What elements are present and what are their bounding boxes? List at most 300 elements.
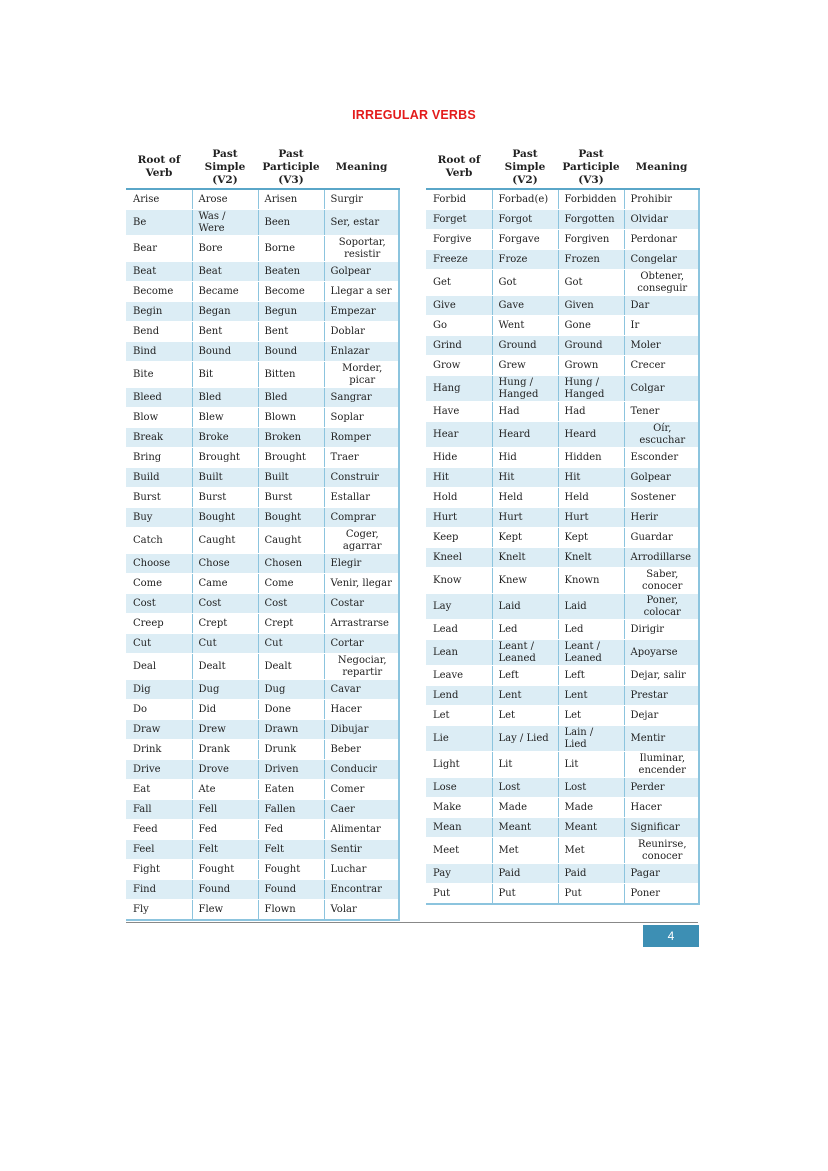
past-participle-cell: Brought (258, 448, 324, 468)
table-row (126, 680, 399, 700)
table-row (426, 594, 699, 620)
past-participle-cell: Hung / Hanged (558, 376, 624, 402)
table-row (126, 554, 399, 574)
verb-root-cell: Hurt (426, 508, 492, 528)
meaning-cell: Romper (324, 428, 399, 448)
meaning-cell: Golpear (624, 468, 699, 488)
verb-root-cell: Dig (126, 680, 192, 700)
table-row (126, 282, 399, 302)
meaning-cell: Costar (324, 594, 399, 614)
verb-root-cell: Bring (126, 448, 192, 468)
meaning-cell: Soportar, resistir (324, 236, 399, 262)
table-row (126, 740, 399, 760)
past-simple-cell: Cost (192, 594, 258, 614)
past-simple-cell: Let (492, 706, 558, 726)
meaning-cell: Herir (624, 508, 699, 528)
past-participle-cell: Dealt (258, 654, 324, 680)
meaning-cell: Prestar (624, 686, 699, 706)
table-row (426, 230, 699, 250)
past-simple-cell: Dealt (192, 654, 258, 680)
past-simple-cell: Fed (192, 820, 258, 840)
past-participle-cell: Chosen (258, 554, 324, 574)
verb-root-cell: Bind (126, 342, 192, 362)
verb-root-cell: Give (426, 296, 492, 316)
meaning-cell: Elegir (324, 554, 399, 574)
table-row (126, 488, 399, 508)
meaning-cell: Volar (324, 900, 399, 921)
meaning-cell: Traer (324, 448, 399, 468)
table-row (126, 880, 399, 900)
verb-root-cell: Have (426, 402, 492, 422)
table-row (426, 376, 699, 402)
table-row (126, 448, 399, 468)
table-row (426, 448, 699, 468)
past-simple-cell: Got (492, 270, 558, 296)
meaning-cell: Olvidar (624, 210, 699, 230)
verb-root-cell: Become (126, 282, 192, 302)
meaning-cell: Cortar (324, 634, 399, 654)
past-simple-cell: Led (492, 620, 558, 640)
meaning-cell: Alimentar (324, 820, 399, 840)
past-simple-cell: Paid (492, 864, 558, 884)
meaning-cell: Congelar (624, 250, 699, 270)
table-row (126, 634, 399, 654)
meaning-cell: Perdonar (624, 230, 699, 250)
meaning-cell: Hacer (324, 700, 399, 720)
verb-root-cell: Lie (426, 726, 492, 752)
meaning-cell: Dar (624, 296, 699, 316)
table-row (426, 336, 699, 356)
table-row (426, 488, 699, 508)
verb-root-cell: Hang (426, 376, 492, 402)
table-row (426, 548, 699, 568)
verb-root-cell: Light (426, 752, 492, 778)
past-participle-cell: Bound (258, 342, 324, 362)
table-header-row (426, 146, 699, 189)
past-simple-cell: Was / Were (192, 210, 258, 236)
meaning-cell: Luchar (324, 860, 399, 880)
past-participle-cell: Forbidden (558, 189, 624, 210)
past-simple-cell: Built (192, 468, 258, 488)
verb-root-cell: Break (126, 428, 192, 448)
past-simple-cell: Forgave (492, 230, 558, 250)
table-row (126, 654, 399, 680)
verb-root-cell: Make (426, 798, 492, 818)
past-simple-cell: Dug (192, 680, 258, 700)
past-participle-cell: Dug (258, 680, 324, 700)
table-row (426, 316, 699, 336)
past-participle-cell: Built (258, 468, 324, 488)
verb-root-cell: Grind (426, 336, 492, 356)
meaning-cell: Colgar (624, 376, 699, 402)
past-simple-cell: Caught (192, 528, 258, 554)
past-participle-cell: Hit (558, 468, 624, 488)
table-row (126, 594, 399, 614)
page-number: 4 (643, 925, 699, 947)
past-simple-cell: Brought (192, 448, 258, 468)
past-participle-cell: Put (558, 884, 624, 905)
past-simple-cell: Grew (492, 356, 558, 376)
table-row (126, 189, 399, 210)
table-row (126, 428, 399, 448)
past-participle-cell: Come (258, 574, 324, 594)
meaning-cell: Caer (324, 800, 399, 820)
verb-root-cell: Kneel (426, 548, 492, 568)
table-row (426, 568, 699, 594)
past-participle-cell: Lent (558, 686, 624, 706)
meaning-cell: Conducir (324, 760, 399, 780)
verb-root-cell: Do (126, 700, 192, 720)
verb-root-cell: Drink (126, 740, 192, 760)
past-participle-cell: Arisen (258, 189, 324, 210)
past-participle-cell: Borne (258, 236, 324, 262)
header-past-simple: Past Simple (V2) (192, 146, 258, 189)
past-simple-cell: Left (492, 666, 558, 686)
past-simple-cell: Ate (192, 780, 258, 800)
meaning-cell: Surgir (324, 189, 399, 210)
meaning-cell: Arrastrarse (324, 614, 399, 634)
meaning-cell: Arrodillarse (624, 548, 699, 568)
verb-root-cell: Pay (426, 864, 492, 884)
meaning-cell: Cavar (324, 680, 399, 700)
past-simple-cell: Bled (192, 388, 258, 408)
table-row (426, 296, 699, 316)
past-simple-cell: Bought (192, 508, 258, 528)
meaning-cell: Negociar, repartir (324, 654, 399, 680)
verb-root-cell: Catch (126, 528, 192, 554)
verb-root-cell: Freeze (426, 250, 492, 270)
past-simple-cell: Kept (492, 528, 558, 548)
header-root-of-verb: Root of Verb (426, 146, 492, 189)
table-row (126, 508, 399, 528)
table-row (126, 900, 399, 921)
past-simple-cell: Ground (492, 336, 558, 356)
header-past-participle: Past Participle (V3) (558, 146, 624, 189)
past-participle-cell: Fed (258, 820, 324, 840)
table-row (126, 574, 399, 594)
past-participle-cell: Fought (258, 860, 324, 880)
table-row (426, 528, 699, 548)
meaning-cell: Pagar (624, 864, 699, 884)
verb-root-cell: Bite (126, 362, 192, 388)
past-simple-cell: Hit (492, 468, 558, 488)
meaning-cell: Doblar (324, 322, 399, 342)
past-simple-cell: Hung / Hanged (492, 376, 558, 402)
past-participle-cell: Begun (258, 302, 324, 322)
table-row (126, 362, 399, 388)
past-participle-cell: Known (558, 568, 624, 594)
past-participle-cell: Cost (258, 594, 324, 614)
meaning-cell: Dejar (624, 706, 699, 726)
past-simple-cell: Blew (192, 408, 258, 428)
past-participle-cell: Eaten (258, 780, 324, 800)
verb-root-cell: Lean (426, 640, 492, 666)
past-participle-cell: Ground (558, 336, 624, 356)
table-header-row (126, 146, 399, 189)
header-meaning: Meaning (324, 146, 399, 189)
table-row (426, 508, 699, 528)
meaning-cell: Dibujar (324, 720, 399, 740)
past-simple-cell: Beat (192, 262, 258, 282)
verb-root-cell: Deal (126, 654, 192, 680)
past-simple-cell: Fought (192, 860, 258, 880)
verb-root-cell: Draw (126, 720, 192, 740)
verb-root-cell: Fight (126, 860, 192, 880)
past-participle-cell: Driven (258, 760, 324, 780)
table-row (126, 860, 399, 880)
verb-root-cell: Keep (426, 528, 492, 548)
past-participle-cell: Lit (558, 752, 624, 778)
table-row (426, 422, 699, 448)
table-row (126, 780, 399, 800)
header-past-participle: Past Participle (V3) (258, 146, 324, 189)
verb-root-cell: Bend (126, 322, 192, 342)
meaning-cell: Coger, agarrar (324, 528, 399, 554)
verb-root-cell: Leave (426, 666, 492, 686)
meaning-cell: Dirigir (624, 620, 699, 640)
table-row (426, 778, 699, 798)
past-simple-cell: Went (492, 316, 558, 336)
verb-root-cell: Cost (126, 594, 192, 614)
past-participle-cell: Blown (258, 408, 324, 428)
meaning-cell: Llegar a ser (324, 282, 399, 302)
past-simple-cell: Forgot (492, 210, 558, 230)
past-simple-cell: Laid (492, 594, 558, 620)
verb-root-cell: Forgive (426, 230, 492, 250)
table-row (426, 620, 699, 640)
table-row (426, 356, 699, 376)
verb-root-cell: Go (426, 316, 492, 336)
past-simple-cell: Found (192, 880, 258, 900)
past-participle-cell: Made (558, 798, 624, 818)
meaning-cell: Construir (324, 468, 399, 488)
past-participle-cell: Drawn (258, 720, 324, 740)
past-participle-cell: Kept (558, 528, 624, 548)
past-participle-cell: Had (558, 402, 624, 422)
past-participle-cell: Grown (558, 356, 624, 376)
meaning-cell: Golpear (324, 262, 399, 282)
meaning-cell: Crecer (624, 356, 699, 376)
table-row (126, 236, 399, 262)
meaning-cell: Obtener, conseguir (624, 270, 699, 296)
verb-root-cell: Be (126, 210, 192, 236)
past-simple-cell: Began (192, 302, 258, 322)
table-row (426, 250, 699, 270)
verb-root-cell: Burst (126, 488, 192, 508)
verb-root-cell: Drive (126, 760, 192, 780)
past-participle-cell: Flown (258, 900, 324, 921)
verb-root-cell: Bleed (126, 388, 192, 408)
past-participle-cell: Cut (258, 634, 324, 654)
meaning-cell: Sentir (324, 840, 399, 860)
verb-root-cell: Get (426, 270, 492, 296)
past-simple-cell: Leant / Leaned (492, 640, 558, 666)
meaning-cell: Prohibir (624, 189, 699, 210)
verb-root-cell: Lend (426, 686, 492, 706)
meaning-cell: Apoyarse (624, 640, 699, 666)
past-participle-cell: Heard (558, 422, 624, 448)
verb-root-cell: Hear (426, 422, 492, 448)
verb-root-cell: Build (126, 468, 192, 488)
verb-root-cell: Hit (426, 468, 492, 488)
past-simple-cell: Bound (192, 342, 258, 362)
past-participle-cell: Been (258, 210, 324, 236)
table-row (126, 302, 399, 322)
past-participle-cell: Given (558, 296, 624, 316)
meaning-cell: Perder (624, 778, 699, 798)
verb-root-cell: Let (426, 706, 492, 726)
past-simple-cell: Hurt (492, 508, 558, 528)
past-simple-cell: Became (192, 282, 258, 302)
past-participle-cell: Meant (558, 818, 624, 838)
table-row (426, 402, 699, 422)
past-participle-cell: Lost (558, 778, 624, 798)
verb-root-cell: Grow (426, 356, 492, 376)
past-simple-cell: Drove (192, 760, 258, 780)
table-row (126, 388, 399, 408)
past-simple-cell: Lit (492, 752, 558, 778)
header-past-simple: Past Simple (V2) (492, 146, 558, 189)
table-row (126, 820, 399, 840)
past-participle-cell: Left (558, 666, 624, 686)
meaning-cell: Estallar (324, 488, 399, 508)
verb-root-cell: Come (126, 574, 192, 594)
verb-root-cell: Lead (426, 620, 492, 640)
past-participle-cell: Let (558, 706, 624, 726)
verb-root-cell: Lose (426, 778, 492, 798)
meaning-cell: Dejar, salir (624, 666, 699, 686)
meaning-cell: Encontrar (324, 880, 399, 900)
table-row (126, 760, 399, 780)
verbs-table-right (426, 146, 700, 905)
verb-root-cell: Know (426, 568, 492, 594)
verb-root-cell: Meet (426, 838, 492, 864)
meaning-cell: Enlazar (324, 342, 399, 362)
verb-root-cell: Put (426, 884, 492, 905)
past-participle-cell: Forgotten (558, 210, 624, 230)
past-simple-cell: Gave (492, 296, 558, 316)
verb-root-cell: Arise (126, 189, 192, 210)
past-simple-cell: Knelt (492, 548, 558, 568)
table-row (126, 262, 399, 282)
table-row (426, 468, 699, 488)
table-row (126, 800, 399, 820)
table-row (126, 210, 399, 236)
table-row (126, 408, 399, 428)
meaning-cell: Sangrar (324, 388, 399, 408)
past-participle-cell: Hidden (558, 448, 624, 468)
past-participle-cell: Knelt (558, 548, 624, 568)
verb-root-cell: Feed (126, 820, 192, 840)
meaning-cell: Poner (624, 884, 699, 905)
table-row (426, 838, 699, 864)
past-participle-cell: Got (558, 270, 624, 296)
table-row (426, 864, 699, 884)
verbs-table-left (126, 146, 400, 921)
verb-root-cell: Forbid (426, 189, 492, 210)
table-row (426, 752, 699, 778)
meaning-cell: Poner, colocar (624, 594, 699, 620)
verb-root-cell: Feel (126, 840, 192, 860)
meaning-cell: Ser, estar (324, 210, 399, 236)
past-simple-cell: Crept (192, 614, 258, 634)
meaning-cell: Mentir (624, 726, 699, 752)
table-row (426, 666, 699, 686)
past-simple-cell: Drew (192, 720, 258, 740)
past-simple-cell: Heard (492, 422, 558, 448)
verb-root-cell: Beat (126, 262, 192, 282)
past-participle-cell: Met (558, 838, 624, 864)
meaning-cell: Reunirse, conocer (624, 838, 699, 864)
verb-root-cell: Begin (126, 302, 192, 322)
verb-root-cell: Forget (426, 210, 492, 230)
table-row (126, 322, 399, 342)
past-participle-cell: Beaten (258, 262, 324, 282)
table-row (426, 706, 699, 726)
footer-divider (126, 922, 698, 923)
past-simple-cell: Bit (192, 362, 258, 388)
verb-root-cell: Hold (426, 488, 492, 508)
past-simple-cell: Had (492, 402, 558, 422)
past-participle-cell: Bitten (258, 362, 324, 388)
verb-root-cell: Find (126, 880, 192, 900)
past-simple-cell: Bore (192, 236, 258, 262)
past-participle-cell: Done (258, 700, 324, 720)
verb-root-cell: Hide (426, 448, 492, 468)
table-row (126, 528, 399, 554)
past-participle-cell: Gone (558, 316, 624, 336)
past-participle-cell: Crept (258, 614, 324, 634)
meaning-cell: Soplar (324, 408, 399, 428)
meaning-cell: Morder, picar (324, 362, 399, 388)
header-meaning: Meaning (624, 146, 699, 189)
meaning-cell: Iluminar, encender (624, 752, 699, 778)
past-participle-cell: Paid (558, 864, 624, 884)
meaning-cell: Sostener (624, 488, 699, 508)
meaning-cell: Hacer (624, 798, 699, 818)
past-participle-cell: Held (558, 488, 624, 508)
table-row (126, 342, 399, 362)
table-row (126, 720, 399, 740)
past-participle-cell: Fallen (258, 800, 324, 820)
table-row (426, 189, 699, 210)
past-simple-cell: Lost (492, 778, 558, 798)
meaning-cell: Significar (624, 818, 699, 838)
past-simple-cell: Burst (192, 488, 258, 508)
past-simple-cell: Lay / Lied (492, 726, 558, 752)
past-participle-cell: Leant / Leaned (558, 640, 624, 666)
past-participle-cell: Burst (258, 488, 324, 508)
header-root-of-verb: Root of Verb (126, 146, 192, 189)
meaning-cell: Empezar (324, 302, 399, 322)
past-participle-cell: Bled (258, 388, 324, 408)
past-participle-cell: Drunk (258, 740, 324, 760)
verb-root-cell: Mean (426, 818, 492, 838)
past-simple-cell: Froze (492, 250, 558, 270)
past-participle-cell: Lain / Lied (558, 726, 624, 752)
meaning-cell: Tener (624, 402, 699, 422)
table-row (426, 270, 699, 296)
table-row (426, 686, 699, 706)
past-simple-cell: Fell (192, 800, 258, 820)
past-simple-cell: Hid (492, 448, 558, 468)
past-participle-cell: Frozen (558, 250, 624, 270)
past-simple-cell: Flew (192, 900, 258, 921)
verb-root-cell: Lay (426, 594, 492, 620)
past-participle-cell: Laid (558, 594, 624, 620)
past-simple-cell: Did (192, 700, 258, 720)
past-participle-cell: Become (258, 282, 324, 302)
